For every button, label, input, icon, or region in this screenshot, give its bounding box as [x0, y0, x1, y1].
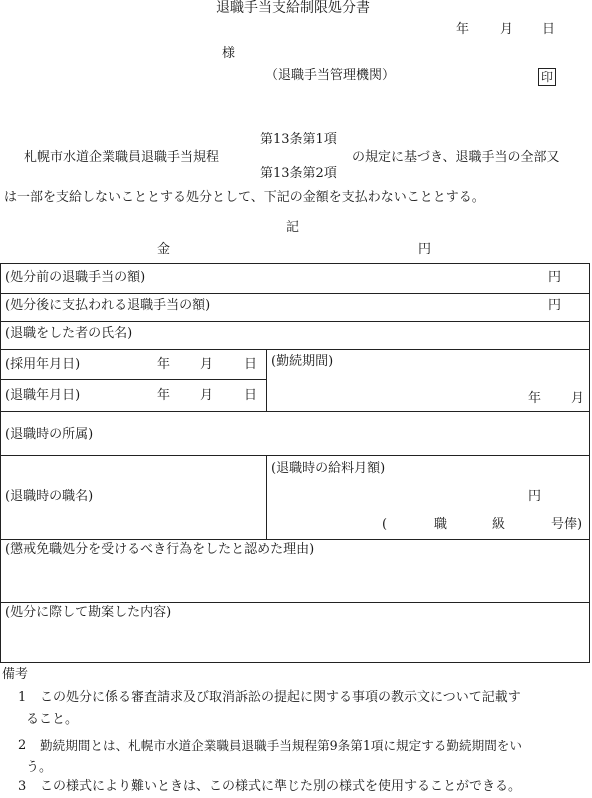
date-month: 月 — [500, 22, 514, 37]
row-divider — [1, 379, 266, 380]
retire-day: 日 — [244, 388, 258, 403]
regulation-name: 札幌市水道企業職員退職手当規程 — [24, 150, 220, 165]
seal-mark: 印 — [538, 68, 556, 86]
row-divider — [1, 411, 589, 412]
grade-kyu: 級 — [492, 517, 506, 532]
paragraph-line2: は一部を支給しないこととする処分として、下記の金額を支払わないこととする。 — [4, 190, 485, 205]
hire-year: 年 — [157, 357, 171, 372]
after-amount-unit: 円 — [548, 298, 562, 313]
before-amount-label: (処分前の退職手当の額) — [5, 270, 146, 285]
department-label: (退職時の所属) — [5, 427, 94, 442]
amount-label: 金 — [157, 242, 171, 257]
considered-label: (処分に際して勘案した内容) — [5, 605, 172, 620]
issuer-label: （退職手当管理機関） — [265, 68, 396, 83]
note-3-line1: この様式により難いときは、この様式に準じた別の様式を使用することができる。 — [40, 779, 522, 794]
hire-date-label: (採用年月日) — [5, 357, 81, 372]
salary-unit: 円 — [528, 489, 542, 504]
post-label: (退職時の職名) — [5, 489, 94, 504]
row-divider — [1, 602, 589, 603]
article-2: 第13条第2項 — [260, 166, 337, 181]
date-year: 年 — [456, 22, 470, 37]
note-2-line2: う。 — [26, 760, 53, 775]
retire-month: 月 — [200, 388, 214, 403]
retire-date-label: (退職年月日) — [5, 388, 81, 403]
article-1: 第13条第1項 — [260, 132, 337, 147]
service-period-label: (勤続期間) — [271, 354, 334, 369]
note-1-line1: この処分に係る審査請求及び取消訴訟の提起に関する事項の教示文について記載す — [40, 690, 521, 705]
row-divider — [1, 321, 589, 322]
note-2-line1: 勤続期間とは、札幌市水道企業職員退職手当規程第9条第1項に規定する勤続期間をい — [40, 738, 522, 753]
note-3-number: 3 — [18, 779, 27, 794]
retire-year: 年 — [157, 388, 171, 403]
reason-label: (懲戒免職処分を受けるべき行為をしたと認めた理由) — [5, 542, 315, 557]
note-2-number: 2 — [18, 738, 27, 753]
hire-month: 月 — [200, 357, 214, 372]
notes-heading: 備考 — [2, 667, 29, 682]
retiree-name-label: (退職をした者の氏名) — [5, 326, 133, 341]
document-title: 退職手当支給制限処分書 — [216, 0, 370, 16]
row-divider — [1, 293, 589, 294]
ki-heading: 記 — [286, 220, 300, 235]
before-amount-unit: 円 — [548, 270, 562, 285]
salary-label: (退職時の給料月額) — [271, 461, 386, 476]
paragraph-line1-tail: の規定に基づき、退職手当の全部又 — [352, 150, 560, 165]
details-table — [0, 263, 590, 663]
date-day: 日 — [542, 22, 556, 37]
column-divider — [266, 455, 267, 539]
row-divider — [1, 539, 589, 540]
grade-gohou: 号俸) — [551, 517, 583, 532]
service-month: 月 — [571, 391, 585, 406]
hire-day: 日 — [244, 357, 258, 372]
amount-unit: 円 — [418, 242, 432, 257]
row-divider — [1, 349, 589, 350]
grade-shoku: 職 — [434, 517, 448, 532]
grade-open-paren: ( — [382, 517, 388, 532]
note-1-number: 1 — [18, 690, 27, 705]
after-amount-label: (処分後に支払われる退職手当の額) — [5, 298, 211, 313]
row-divider — [1, 455, 589, 456]
column-divider — [266, 349, 267, 411]
addressee-suffix: 様 — [222, 46, 236, 61]
note-1-line2: ること。 — [26, 712, 79, 727]
service-year: 年 — [528, 391, 542, 406]
